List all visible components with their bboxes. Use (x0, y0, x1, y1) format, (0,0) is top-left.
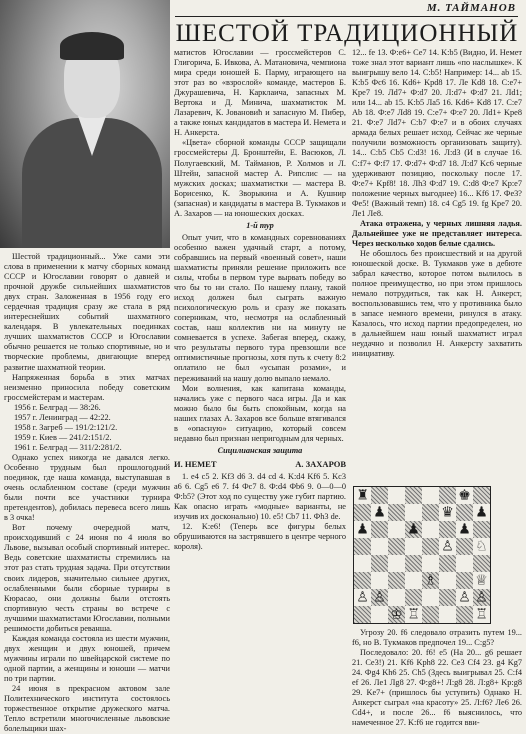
board-square (354, 555, 371, 572)
board-square (405, 606, 422, 623)
white-king-icon: ♔ (390, 606, 403, 623)
board-square (354, 589, 371, 606)
board-square (388, 572, 405, 589)
white-pawn-icon: ♙ (441, 538, 454, 555)
board-square (422, 572, 439, 589)
board-square (422, 538, 439, 555)
board-square (388, 521, 405, 538)
column-2 (174, 48, 346, 552)
board-square (473, 572, 490, 589)
board-square (388, 589, 405, 606)
result-line: 1959 г. Киев — 241/2:151/2. (14, 432, 112, 442)
paragraph: 24 июня в прекрасном актовом зале Политехнического института состоялось торжественное открытие дружеского матча. Тепло встретили многочисленные львовские болельщики шах- (4, 684, 170, 734)
board-square (405, 589, 422, 606)
board-square (473, 487, 490, 504)
board-square (371, 504, 388, 521)
board-square (388, 606, 405, 623)
board-square (422, 555, 439, 572)
paragraph: Опыт учит, что в командных соревнованиях особенно важен удачный старт, а потому, собравшись на первый «военный совет», наши шахматисты приняли решение приложить все силы, чтобы в первом туре вырвать победу во что бы то ни стало. По нашему плану, такой исход должен был сыграть важную психологическую роль и сразу же показать соперникам, что, несмотря на ослабленный состав, наш коллектив ни на минуту не сомневается в успехе. Забегая вперед, скажу, что результаты первого тура превзошли все оптимистичные прогнозы, хотя путь к счету 8:2 оплатило не был «усыпан розами», и переживаний на нашу долю выпало немало. (174, 232, 346, 383)
white-bishop-icon: ♗ (424, 572, 437, 589)
board-square (456, 538, 473, 555)
game-moves: Последовало: 20. f6! e5 (На 20... g6 решает 21. Сe3!) 21. Kf6 Kph8 22. Ce3 Cf4 23. g4 Kg7 24. Фg4 Kh6 25. Ch5 (Здесь выигрывал 25. С:f4 ef 26. Лe1 Лg8 27. Ф:g8+! Л:g8 28. Л:g8+ Kp:g8 29. Ke7+ (пришлось бы уступить) Однако Н. Анкерст сыграл «на красоту» 25. Л:f6? Лe6 26. Cd4+, и после 26... f6 выяснилось, что намеченное 27. K:f6 не годится вви- (352, 648, 522, 728)
board-square (405, 487, 422, 504)
header-rule (175, 16, 518, 17)
board-square (473, 521, 490, 538)
article-author: М. ТАЙМАНОВ (426, 2, 516, 14)
white-pawn-icon: ♙ (475, 589, 488, 606)
board-square (405, 555, 422, 572)
black-pawn-icon: ♟ (475, 504, 488, 521)
board-square (354, 504, 371, 521)
board-square (388, 555, 405, 572)
board-square (422, 606, 439, 623)
game-players (174, 459, 346, 469)
black-queen-icon: ♛ (441, 504, 454, 521)
paragraph: матистов Югославии — гроссмейстеров С. Глигорича, Б. Ивкова, А. Матановича, чемпиона мира среди юношей Б. Парму, играющего на этот раз во «взрослой» команде, мастеров Б. Джурашевича, Н. Карклаича, запасных М. Вертока и Д. Минича, шахматисток М. Лазаревич, К. Јовановић и запасную М. Пибер, а также юных кандидатов в мастера И. Немета и Н. Анкерста. (174, 48, 346, 138)
column-3 (352, 48, 522, 359)
board-square (388, 487, 405, 504)
board-square (371, 521, 388, 538)
board-square (354, 572, 371, 589)
black-pawn-icon: ♟ (356, 521, 369, 538)
board-square (371, 589, 388, 606)
board-square (473, 589, 490, 606)
board-square (439, 538, 456, 555)
paragraph: Атака отражена, у черных лишняя ладья. Дальнейшее уже не представляет интереса. Через несколько ходов белые сдались. (352, 218, 522, 248)
board-square (354, 606, 371, 623)
white-pawn-icon: ♙ (458, 589, 471, 606)
board-square (388, 538, 405, 555)
board-square (473, 555, 490, 572)
board-square (354, 521, 371, 538)
paragraph: Напряженная борьба в этих матчах неизменно приносила победу советским гроссмейстерам и мастерам. (4, 372, 170, 402)
result-line: 1956 г. Белград — 38:26. (14, 402, 101, 412)
board-square (422, 589, 439, 606)
board-square (405, 504, 422, 521)
board-square (439, 606, 456, 623)
board-square (371, 487, 388, 504)
paragraph: Мои волнения, как капитана команды, начались уже с первого часа игры. Да и как можно было бы быть спокойным, когда на наших глазах А. Захаров все больше втягивался в «опасную» ситуацию, который совсем недавно был признан непригодным для черных. (174, 383, 346, 443)
board-square (439, 504, 456, 521)
board-square (473, 504, 490, 521)
white-knight-icon: ♘ (475, 538, 488, 555)
black-king-icon: ♚ (458, 487, 471, 504)
board-square (371, 606, 388, 623)
board-square (422, 487, 439, 504)
board-square (439, 589, 456, 606)
board-square (456, 589, 473, 606)
opening-heading: Сицилианская защита (217, 445, 303, 455)
game-moves: 12... fe 13. Ф:e6+ Ce7 14. K:b5 (Видно, И. Немет тоже знал этот вариант лишь «по наслышке». К выигрышу вело 14. С:b5! Например: 14... ab 15. K:b5 Фc6 16. Kd6+ Kpd8 17. Ле Kd8 18. С:e7+ Kpe7 19. Лd7+ Ф:d7 20. Л:d7+ Ф:d7 21. Лd1; или 14... ab 15. K:b5 Лa5 16. Kd6+ Kd8 17. С:e7 Ab 18. Ф:e7 Лd8 19. С:e7+ Ф:e7 20. Лd1+ Kpe8 21. Ф:e7 Лd7+ С:b7 Ф:e7 и в обоих случаях армада белых решает исход. Сейчас же черные получили возможность организовать защиту). 14... С:b5 Cb5 С:d3! 16. Л:d3 (И в случае 16. С:f7+ Ф:f7 17. Ф:d7+ Ф:d7 18. Л:d7 Kc6 черные удерживают позицию, поскольку после 17. Ф:e7+ Kpf8! 18. Лh3 Ф:d7 19. С:d8 Ф:e7 Kp:e7 положение черных выгоднее) 16... Kf6 17. Фe3? Фe5! (Важный темп) 18. c4 Cg5 19. fg Kpe7 20. Лe1 Лe8. (352, 48, 522, 218)
paragraph: Вот почему очередной матч, происходивший с 24 июня по 4 июля во Львове, вызывал особый спортивный интерес. Ведь советские шахматисты стремились на этот раз стать трудная задача. При отсутствии своих лидеров, значительно сильнее других, ослабленными были сборные турниры в Кюрасао, они должны были отстоять спортивную честь страны во встрече с лучшими шахматистами Югославии, полными решимости добиться реванша. (4, 523, 170, 633)
board-square (456, 555, 473, 572)
board-square (473, 606, 490, 623)
white-rook-icon: ♖ (407, 606, 420, 623)
board-square (354, 538, 371, 555)
board-square (405, 538, 422, 555)
white-pawn-icon: ♙ (373, 589, 386, 606)
game-moves: 1. e4 c5 2. Kf3 d6 3. d4 cd 4. K:d4 Kf6 5. Kc3 a6 6. Cg5 e6 7. f4 Фc7 8. Ф:d4 Фb6 9. 0—0—0 Ф:b5? (Этот ход по существу уже губит партию. Как опасно играть «модные» варианты, не изучив их досконально) 10. e5! Cb7 11. Фh3 de. (174, 471, 346, 522)
result-line: 1957 г. Ленинград — 42:22. (14, 412, 111, 422)
board-square (439, 487, 456, 504)
board-square (439, 555, 456, 572)
white-player: И. НЕМЕТ (174, 458, 217, 469)
column-1 (4, 252, 170, 734)
game-moves: 12. K:e6! (Теперь все фигуры белых обрушиваются на застрявшего в центре черного короля). (174, 522, 346, 552)
board-square (456, 572, 473, 589)
board-square (422, 521, 439, 538)
article-title: ШЕСТОЙ ТРАДИЦИОННЫЙ (175, 20, 519, 47)
board-square (456, 521, 473, 538)
paragraph: «Цвета» сборной команды СССР защищали гроссмейстеры Д. Бронштейн, Е. Васюков, Л. Полугаевский, М. Тайманов, Р. Холмов и Л. Штейн, запасной мастер А. Рипслис — на мужских досках; шахматистки — мастера В. Борисенко, К. Зворыкина и А. Кушнир (запасная) и кандидаты в мастера В. Тукмаков и А. Захаров — на юношеских досках. (174, 138, 346, 218)
board-square (405, 572, 422, 589)
board-square (422, 504, 439, 521)
chess-diagram (353, 486, 491, 624)
result-line: 1961 г. Белград — 311/2:281/2. (14, 442, 122, 452)
white-pawn-icon: ♙ (356, 589, 369, 606)
board-square (473, 538, 490, 555)
board-square (371, 572, 388, 589)
paragraph: Каждая команда состояла из шести мужчин, двух женщин и двух юношей, причем мужчины играли по швейцарской системе по одной партии, а женщины и юноши — матчи по три партии. (4, 633, 170, 683)
black-pawn-icon: ♟ (407, 521, 420, 538)
column-3-bottom (352, 628, 522, 728)
author-photo (0, 0, 170, 248)
round-heading: 1-й тур (246, 220, 274, 230)
white-queen-icon: ♕ (475, 572, 488, 589)
board-square (388, 504, 405, 521)
paragraph: Не обошлось без происшествий и на другой юношеской доске. В. Тукмаков уже в дебюте забрал качество, которое потом вылилось в полное преимущество, но при этом пришлось немало потрудиться, так как Н. Анкерст, воспользовавшись тем, что у противника было в запасе немного времени, ринулся в атаку. Казалось, что исход партии предопределен, но в дальнейшем наш юный шахматист играл неудачно и позволил Н. Анкерсту захватить инициативу. (352, 248, 522, 359)
black-pawn-icon: ♟ (458, 521, 471, 538)
board-square (439, 521, 456, 538)
board-square (405, 521, 422, 538)
black-rook-icon: ♜ (356, 487, 369, 504)
board-square (371, 538, 388, 555)
white-rook-icon: ♖ (475, 606, 488, 623)
board-square (456, 504, 473, 521)
board-square (439, 572, 456, 589)
black-player: А. ЗАХАРОВ (295, 458, 346, 469)
board-square (354, 487, 371, 504)
board-square (456, 487, 473, 504)
paragraph: Шестой традиционный... Уже сами эти слова в применении к матчу сборных команд СССР и Югославии говорят о давней и прочной дружбе сильнейших шахматистов двух стран. Заложенная в 1956 году его сердечная традиция сразу же стала в ряд интереснейших событий шахматного календаря. В увлекательных поединках лучших шахматистов СССР и Югославии обычно решается не только спортивные, но и творческие проблемы, двигающие вперед развитие шахматной теории. (4, 252, 170, 372)
paragraph: Угрозу 20. f6 следовало отразить путем 19... f6, но В. Тукмаков предпочел 19... С:g5? (352, 628, 522, 648)
board-square (371, 555, 388, 572)
black-pawn-icon: ♟ (373, 504, 386, 521)
board-square (456, 606, 473, 623)
paragraph: Однако успех никогда не давался легко. Особенно трудным был прошлогодний поединок, где наша команда, выступавшая в очень ослабленном составе (среди мужчин были почти все участники турнира претендентов), добилась перевеса всего лишь в 3 очка! (4, 452, 170, 523)
result-line: 1958 г. Загреб — 191/2:121/2. (14, 422, 118, 432)
